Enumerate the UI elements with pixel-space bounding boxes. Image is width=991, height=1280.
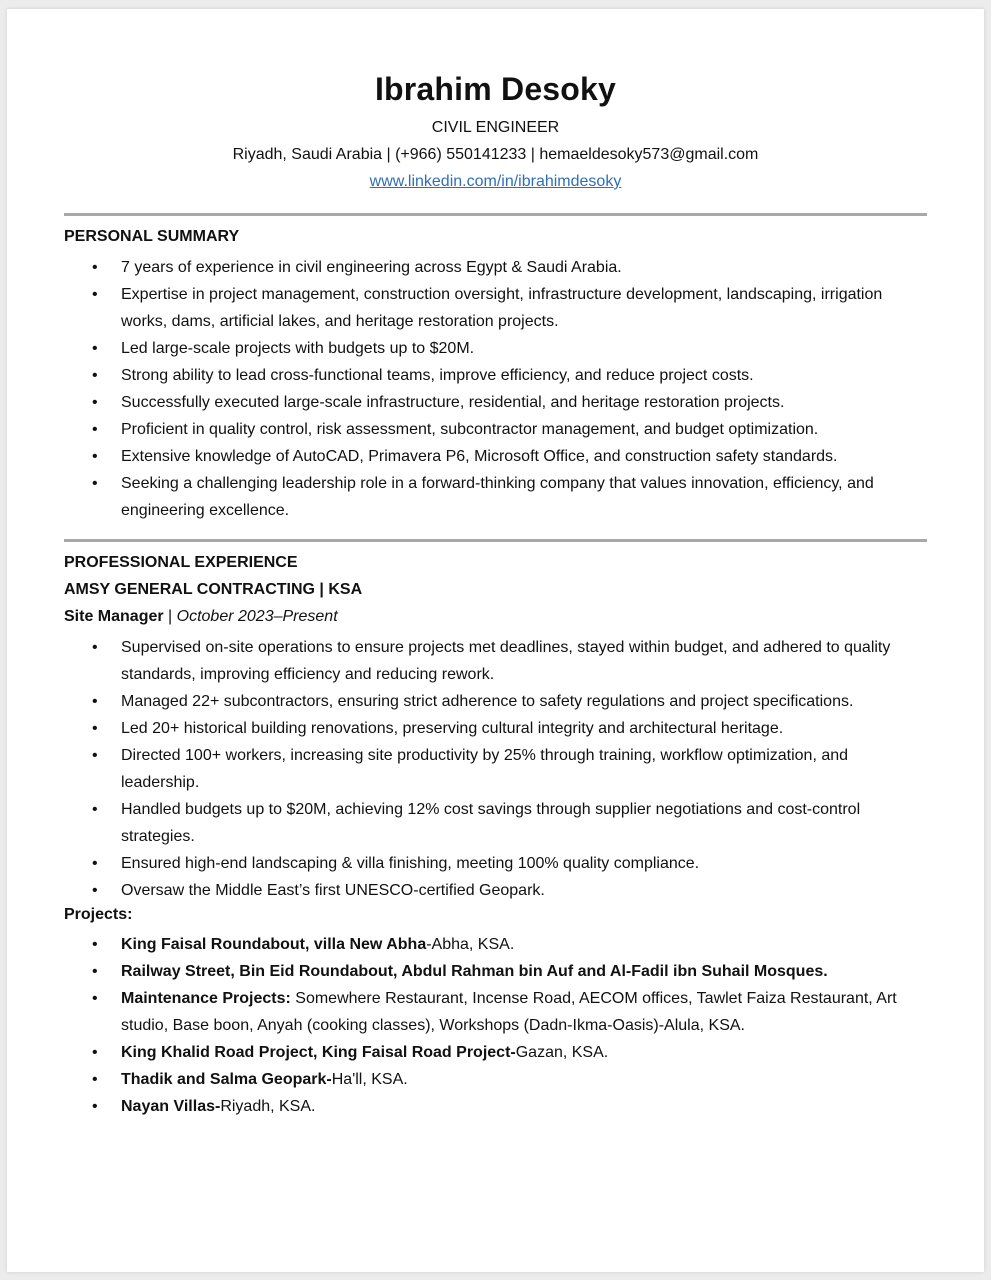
bullet-icon: •	[92, 855, 98, 872]
linkedin-link[interactable]: www.linkedin.com/in/ibrahimdesoky	[369, 173, 622, 190]
experience-list	[64, 634, 927, 904]
project-item	[64, 931, 927, 958]
bullet-icon: •	[92, 421, 98, 438]
experience-item	[64, 796, 927, 850]
bullet-icon: •	[92, 475, 98, 492]
summary-item-text: 7 years of experience in civil engineering across Egypt & Saudi Arabia.	[121, 259, 622, 276]
project-name: Railway Street, Bin Eid Roundabout, Abdul Rahman bin Auf and Al-Fadil ibn Suhail Mosques.	[121, 963, 828, 980]
summary-item-text: Led large-scale projects with budgets up to $20M.	[121, 340, 475, 357]
project-item	[64, 958, 927, 985]
summary-item	[64, 335, 927, 362]
bullet-icon: •	[92, 990, 98, 1007]
summary-item	[64, 281, 927, 335]
bullet-icon: •	[92, 936, 98, 953]
summary-list	[64, 254, 927, 524]
project-name: King Faisal Roundabout, villa New Abha	[121, 936, 427, 953]
summary-item	[64, 254, 927, 281]
bullet-icon: •	[92, 963, 98, 980]
bullet-icon: •	[92, 448, 98, 465]
summary-item	[64, 470, 927, 524]
bullet-icon: •	[92, 720, 98, 737]
summary-heading: PERSONAL SUMMARY	[64, 228, 240, 245]
role-title: Site Manager	[64, 608, 164, 625]
experience-item	[64, 634, 927, 688]
summary-item	[64, 416, 927, 443]
experience-heading: PROFESSIONAL EXPERIENCE	[64, 554, 298, 571]
project-item	[64, 1039, 927, 1066]
contact-info: Riyadh, Saudi Arabia | (+966) 550141233 | hemaeldesoky573@gmail.com	[232, 146, 759, 163]
project-location: Gazan, KSA.	[515, 1044, 609, 1061]
experience-item-text: Handled budgets up to $20M, achieving 12% cost savings through supplier negotiations and cost-control strategies.	[121, 801, 861, 845]
section-divider	[64, 213, 927, 216]
experience-item	[64, 850, 927, 877]
bullet-icon: •	[92, 882, 98, 899]
project-name: King Khalid Road Project, King Faisal Road Project-	[121, 1044, 516, 1061]
project-name: Thadik and Salma Geopark-	[121, 1071, 332, 1088]
summary-item-text: Expertise in project management, construction oversight, infrastructure development, landscaping, irrigation works, dams, artificial lakes, and heritage restoration projects.	[121, 286, 883, 330]
project-item	[64, 1093, 927, 1120]
bullet-icon: •	[92, 259, 98, 276]
experience-item	[64, 715, 927, 742]
experience-item	[64, 877, 927, 904]
experience-item-text: Oversaw the Middle East’s first UNESCO-certified Geopark.	[121, 882, 545, 899]
summary-item	[64, 362, 927, 389]
summary-item-text: Seeking a challenging leadership role in a forward-thinking company that values innovation, efficiency, and engineering excellence.	[121, 475, 874, 519]
summary-item	[64, 389, 927, 416]
project-location: -Abha, KSA.	[426, 936, 515, 953]
projects-label: Projects:	[64, 906, 133, 923]
projects-list	[64, 931, 927, 1120]
bullet-icon: •	[92, 394, 98, 411]
linkedin-line	[64, 173, 927, 191]
summary-item	[64, 443, 927, 470]
bullet-icon: •	[92, 286, 98, 303]
summary-item-text: Extensive knowledge of AutoCAD, Primavera P6, Microsoft Office, and construction safety standards.	[121, 448, 838, 465]
bullet-icon: •	[92, 367, 98, 384]
bullet-icon: •	[92, 801, 98, 818]
bullet-icon: •	[92, 340, 98, 357]
role-separator: |	[163, 608, 177, 625]
summary-item-text: Strong ability to lead cross-functional teams, improve efficiency, and reduce project costs.	[121, 367, 754, 384]
experience-item-text: Supervised on-site operations to ensure projects met deadlines, stayed within budget, and adhered to quality standards, improving efficiency and reducing rework.	[121, 639, 891, 683]
role-dates: October 2023–Present	[176, 608, 338, 625]
bullet-icon: •	[92, 1098, 98, 1115]
project-name: Maintenance Projects:	[121, 990, 291, 1007]
experience-item-text: Ensured high-end landscaping & villa finishing, meeting 100% quality compliance.	[121, 855, 700, 872]
bullet-icon: •	[92, 693, 98, 710]
experience-item	[64, 742, 927, 796]
company-name: AMSY GENERAL CONTRACTING | KSA	[64, 581, 363, 598]
project-name: Nayan Villas-	[121, 1098, 221, 1115]
job-title: CIVIL ENGINEER	[431, 119, 560, 136]
candidate-name: Ibrahim Desoky	[374, 71, 617, 107]
resume-page	[7, 9, 984, 1272]
summary-item-text: Proficient in quality control, risk assessment, subcontractor management, and budget optimization.	[121, 421, 819, 438]
bullet-icon: •	[92, 639, 98, 656]
experience-item-text: Directed 100+ workers, increasing site productivity by 25% through training, workflow optimization, and leadership.	[121, 747, 849, 791]
experience-item-text: Led 20+ historical building renovations, preserving cultural integrity and architectural heritage.	[121, 720, 784, 737]
project-item	[64, 1066, 927, 1093]
experience-item	[64, 688, 927, 715]
experience-item-text: Managed 22+ subcontractors, ensuring strict adherence to safety regulations and project specifications.	[121, 693, 854, 710]
summary-item-text: Successfully executed large-scale infrastructure, residential, and heritage restoration projects.	[121, 394, 785, 411]
bullet-icon: •	[92, 1071, 98, 1088]
role-line	[64, 608, 338, 626]
bullet-icon: •	[92, 1044, 98, 1061]
bullet-icon: •	[92, 747, 98, 764]
project-location: Riyadh, KSA.	[220, 1098, 316, 1115]
project-location: Somewhere Restaurant, Incense Road, AECOM offices, Tawlet Faiza Restaurant, Art studio, Base boon, Anyah (cooking classes), Workshops (Dadn-Ikma-Oasis)-Alula, KSA.	[121, 990, 897, 1034]
section-divider	[64, 539, 927, 542]
project-location: Ha'll, KSA.	[331, 1071, 408, 1088]
project-item	[64, 985, 927, 1039]
